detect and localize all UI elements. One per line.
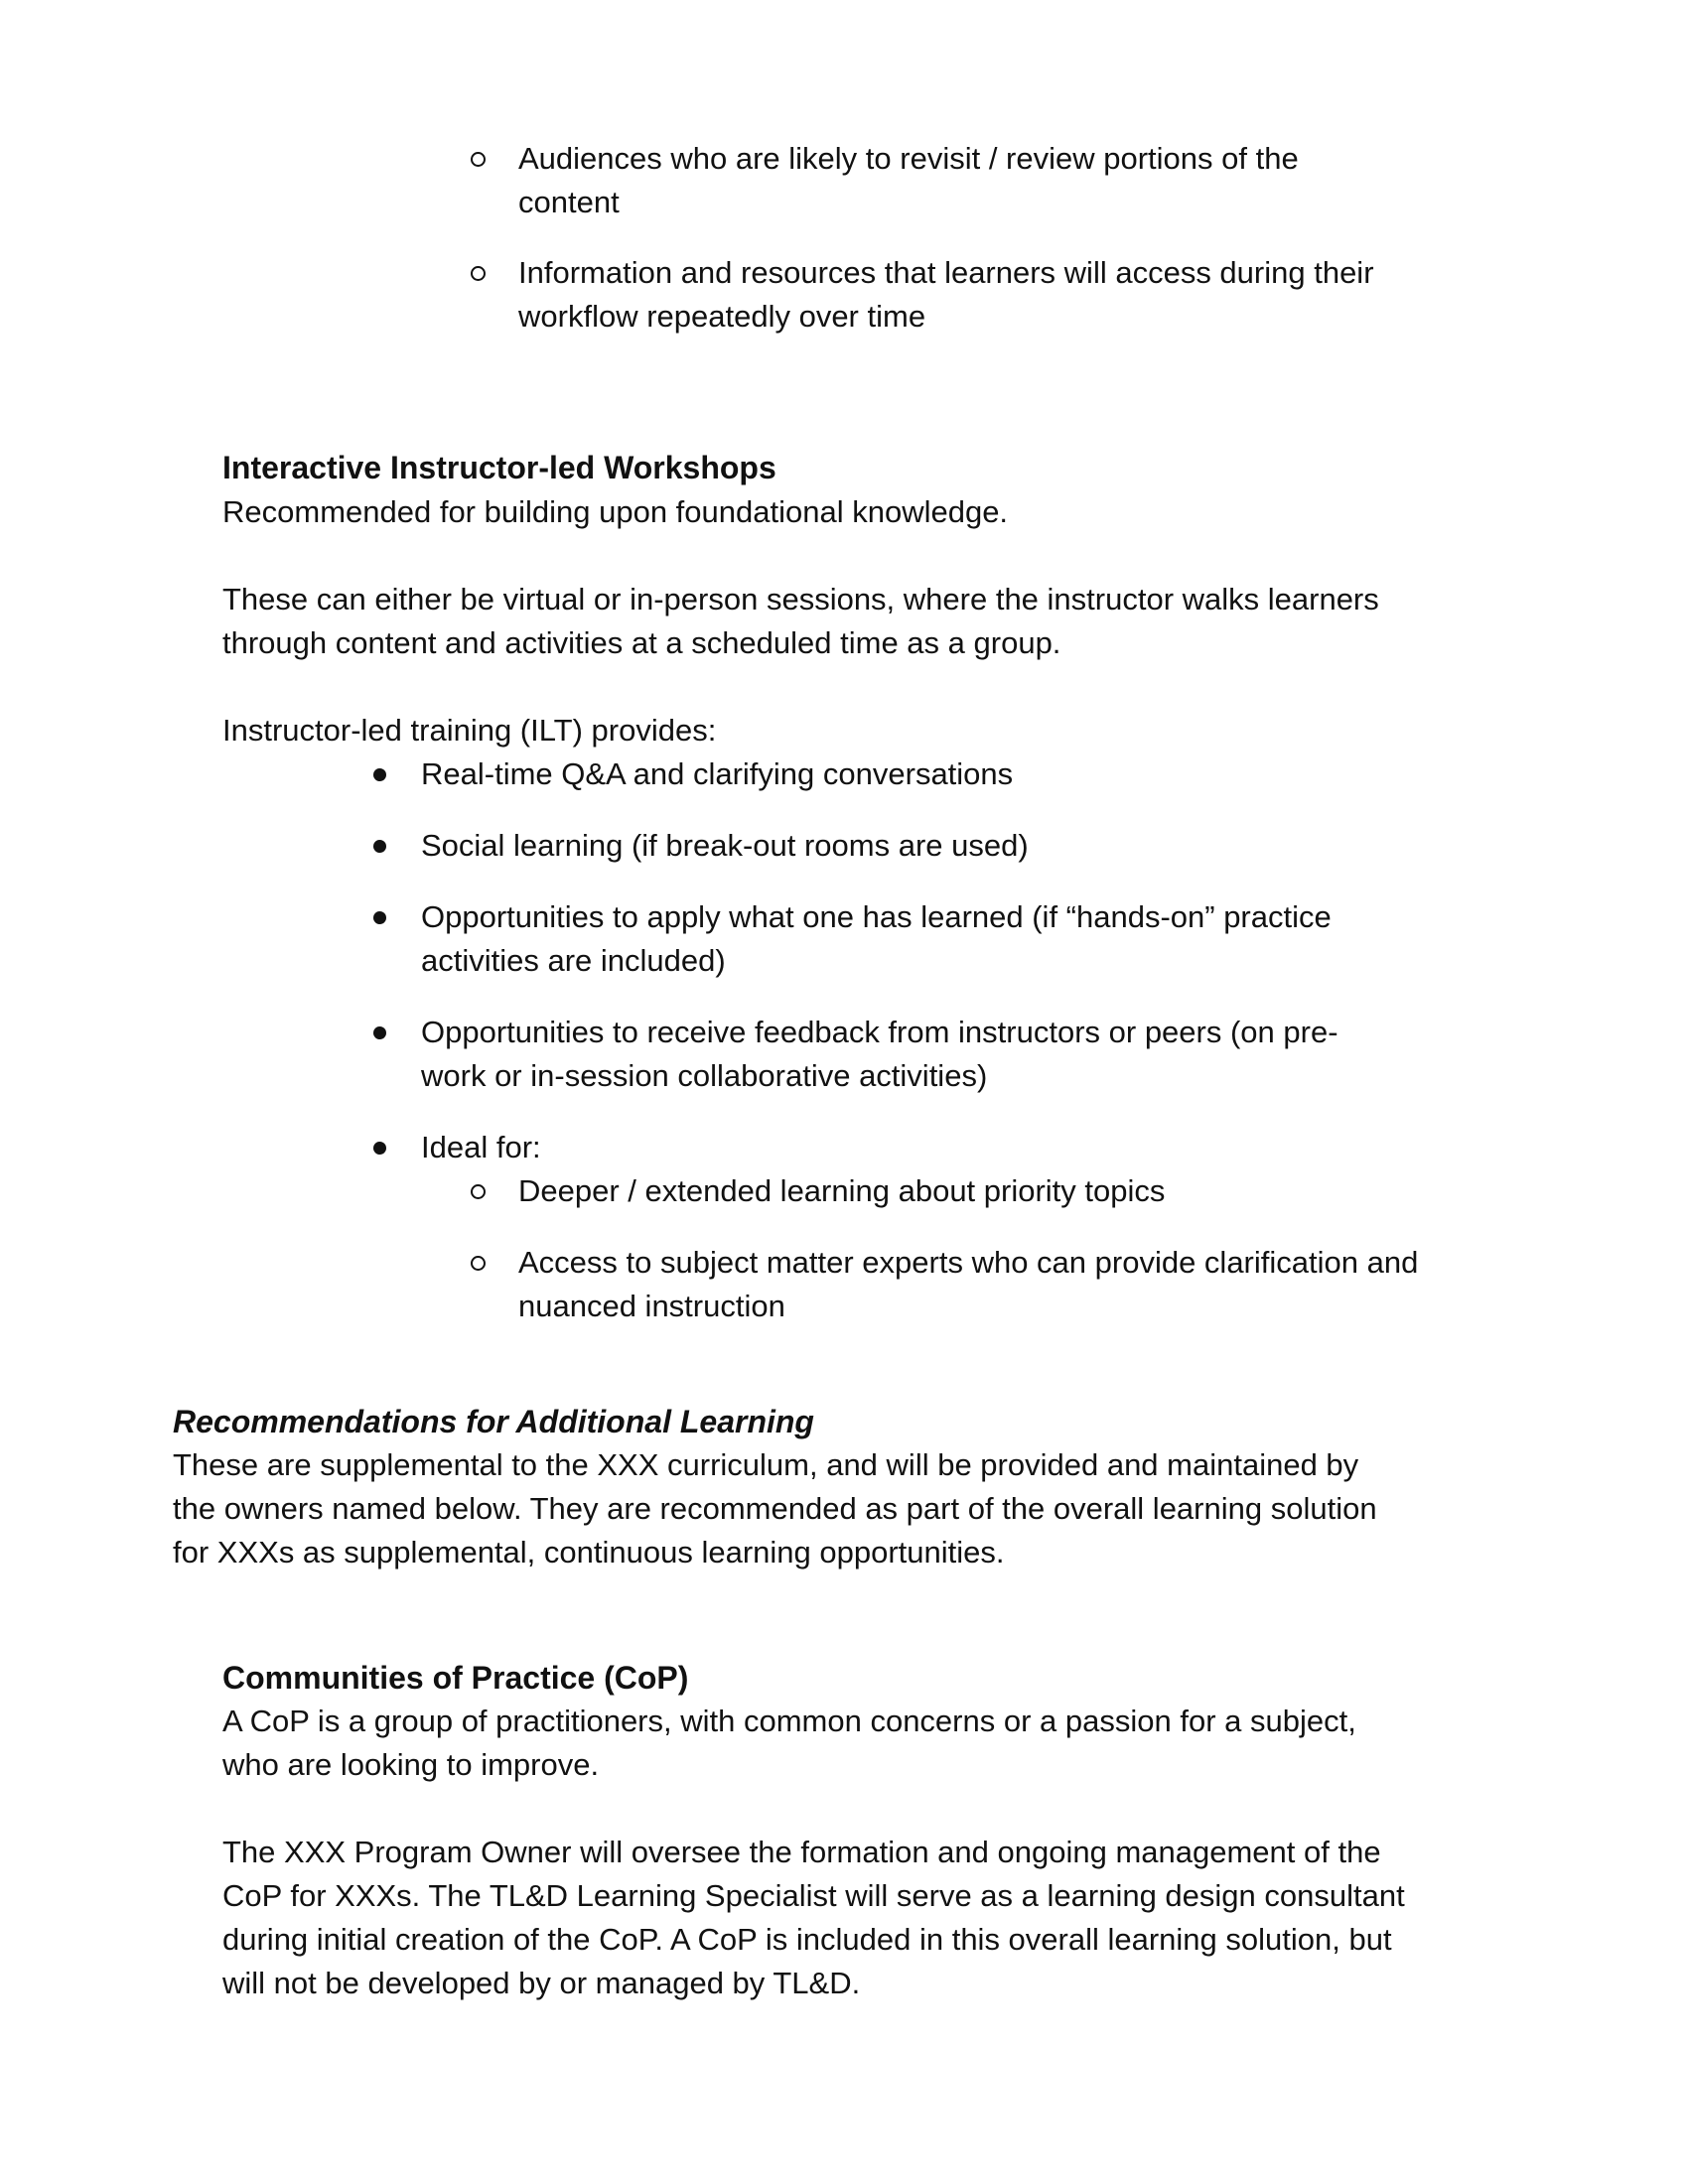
bullet-icon [373,1142,386,1155]
additional-line-1: These are supplemental to the XXX curriculum, and will be provided and maintained by [173,1447,1359,1482]
ilt-paragraph-line-1: These can either be virtual or in-person sessions, where the instructor walks learners [222,582,1379,616]
additional-line-2: the owners named below. They are recommended as part of the overall learning solution [173,1491,1377,1526]
top-list-item-2-line-2: workflow repeatedly over time [518,299,926,334]
circle-bullet-icon [471,152,486,167]
ilt-bullet-3-line-2: activities are included) [421,943,726,978]
top-list-item-1-line-2: content [518,185,620,219]
circle-bullet-icon [471,1184,486,1199]
ideal-for-item-1: Deeper / extended learning about priority topics [518,1173,1166,1208]
additional-heading: Recommendations for Additional Learning [173,1404,814,1439]
cop-paragraph-line-3: during initial creation of the CoP. A CoP is included in this overall learning solution, but [222,1922,1392,1957]
ilt-paragraph-line-2: through content and activities at a scheduled time as a group. [222,625,1061,660]
cop-definition-line-2: who are looking to improve. [222,1747,600,1782]
circle-bullet-icon [471,1256,486,1271]
cop-heading: Communities of Practice (CoP) [222,1660,689,1696]
ilt-heading: Interactive Instructor-led Workshops [222,450,776,485]
ilt-bullet-4-line-1: Opportunities to receive feedback from instructors or peers (on pre- [421,1015,1338,1049]
cop-paragraph-line-1: The XXX Program Owner will oversee the formation and ongoing management of the [222,1835,1381,1869]
bullet-icon [373,911,386,924]
ilt-intro: Instructor-led training (ILT) provides: [222,713,717,748]
ilt-subtitle: Recommended for building upon foundational knowledge. [222,494,1009,529]
bullet-icon [373,1026,386,1039]
ilt-bullet-2: Social learning (if break-out rooms are used) [421,828,1029,863]
ideal-for-item-2-line-1: Access to subject matter experts who can provide clarification and [518,1245,1419,1280]
ilt-bullet-3-line-1: Opportunities to apply what one has learned (if “hands-on” practice [421,899,1332,934]
top-list-item-1-line-1: Audiences who are likely to revisit / review portions of the [518,141,1299,176]
ilt-bullet-5: Ideal for: [421,1130,541,1164]
cop-paragraph-line-2: CoP for XXXs. The TL&D Learning Specialist will serve as a learning design consultant [222,1878,1405,1913]
cop-definition-line-1: A CoP is a group of practitioners, with common concerns or a passion for a subject, [222,1704,1356,1738]
ilt-bullet-1: Real-time Q&A and clarifying conversations [421,756,1014,791]
ilt-bullet-4-line-2: work or in-session collaborative activities) [421,1058,988,1093]
ideal-for-item-2-line-2: nuanced instruction [518,1289,785,1323]
bullet-icon [373,768,386,781]
additional-line-3: for XXXs as supplemental, continuous learning opportunities. [173,1535,1005,1570]
circle-bullet-icon [471,266,486,281]
bullet-icon [373,840,386,853]
top-list-item-2-line-1: Information and resources that learners will access during their [518,255,1374,290]
cop-paragraph-line-4: will not be developed by or managed by TL&D. [222,1966,861,2000]
